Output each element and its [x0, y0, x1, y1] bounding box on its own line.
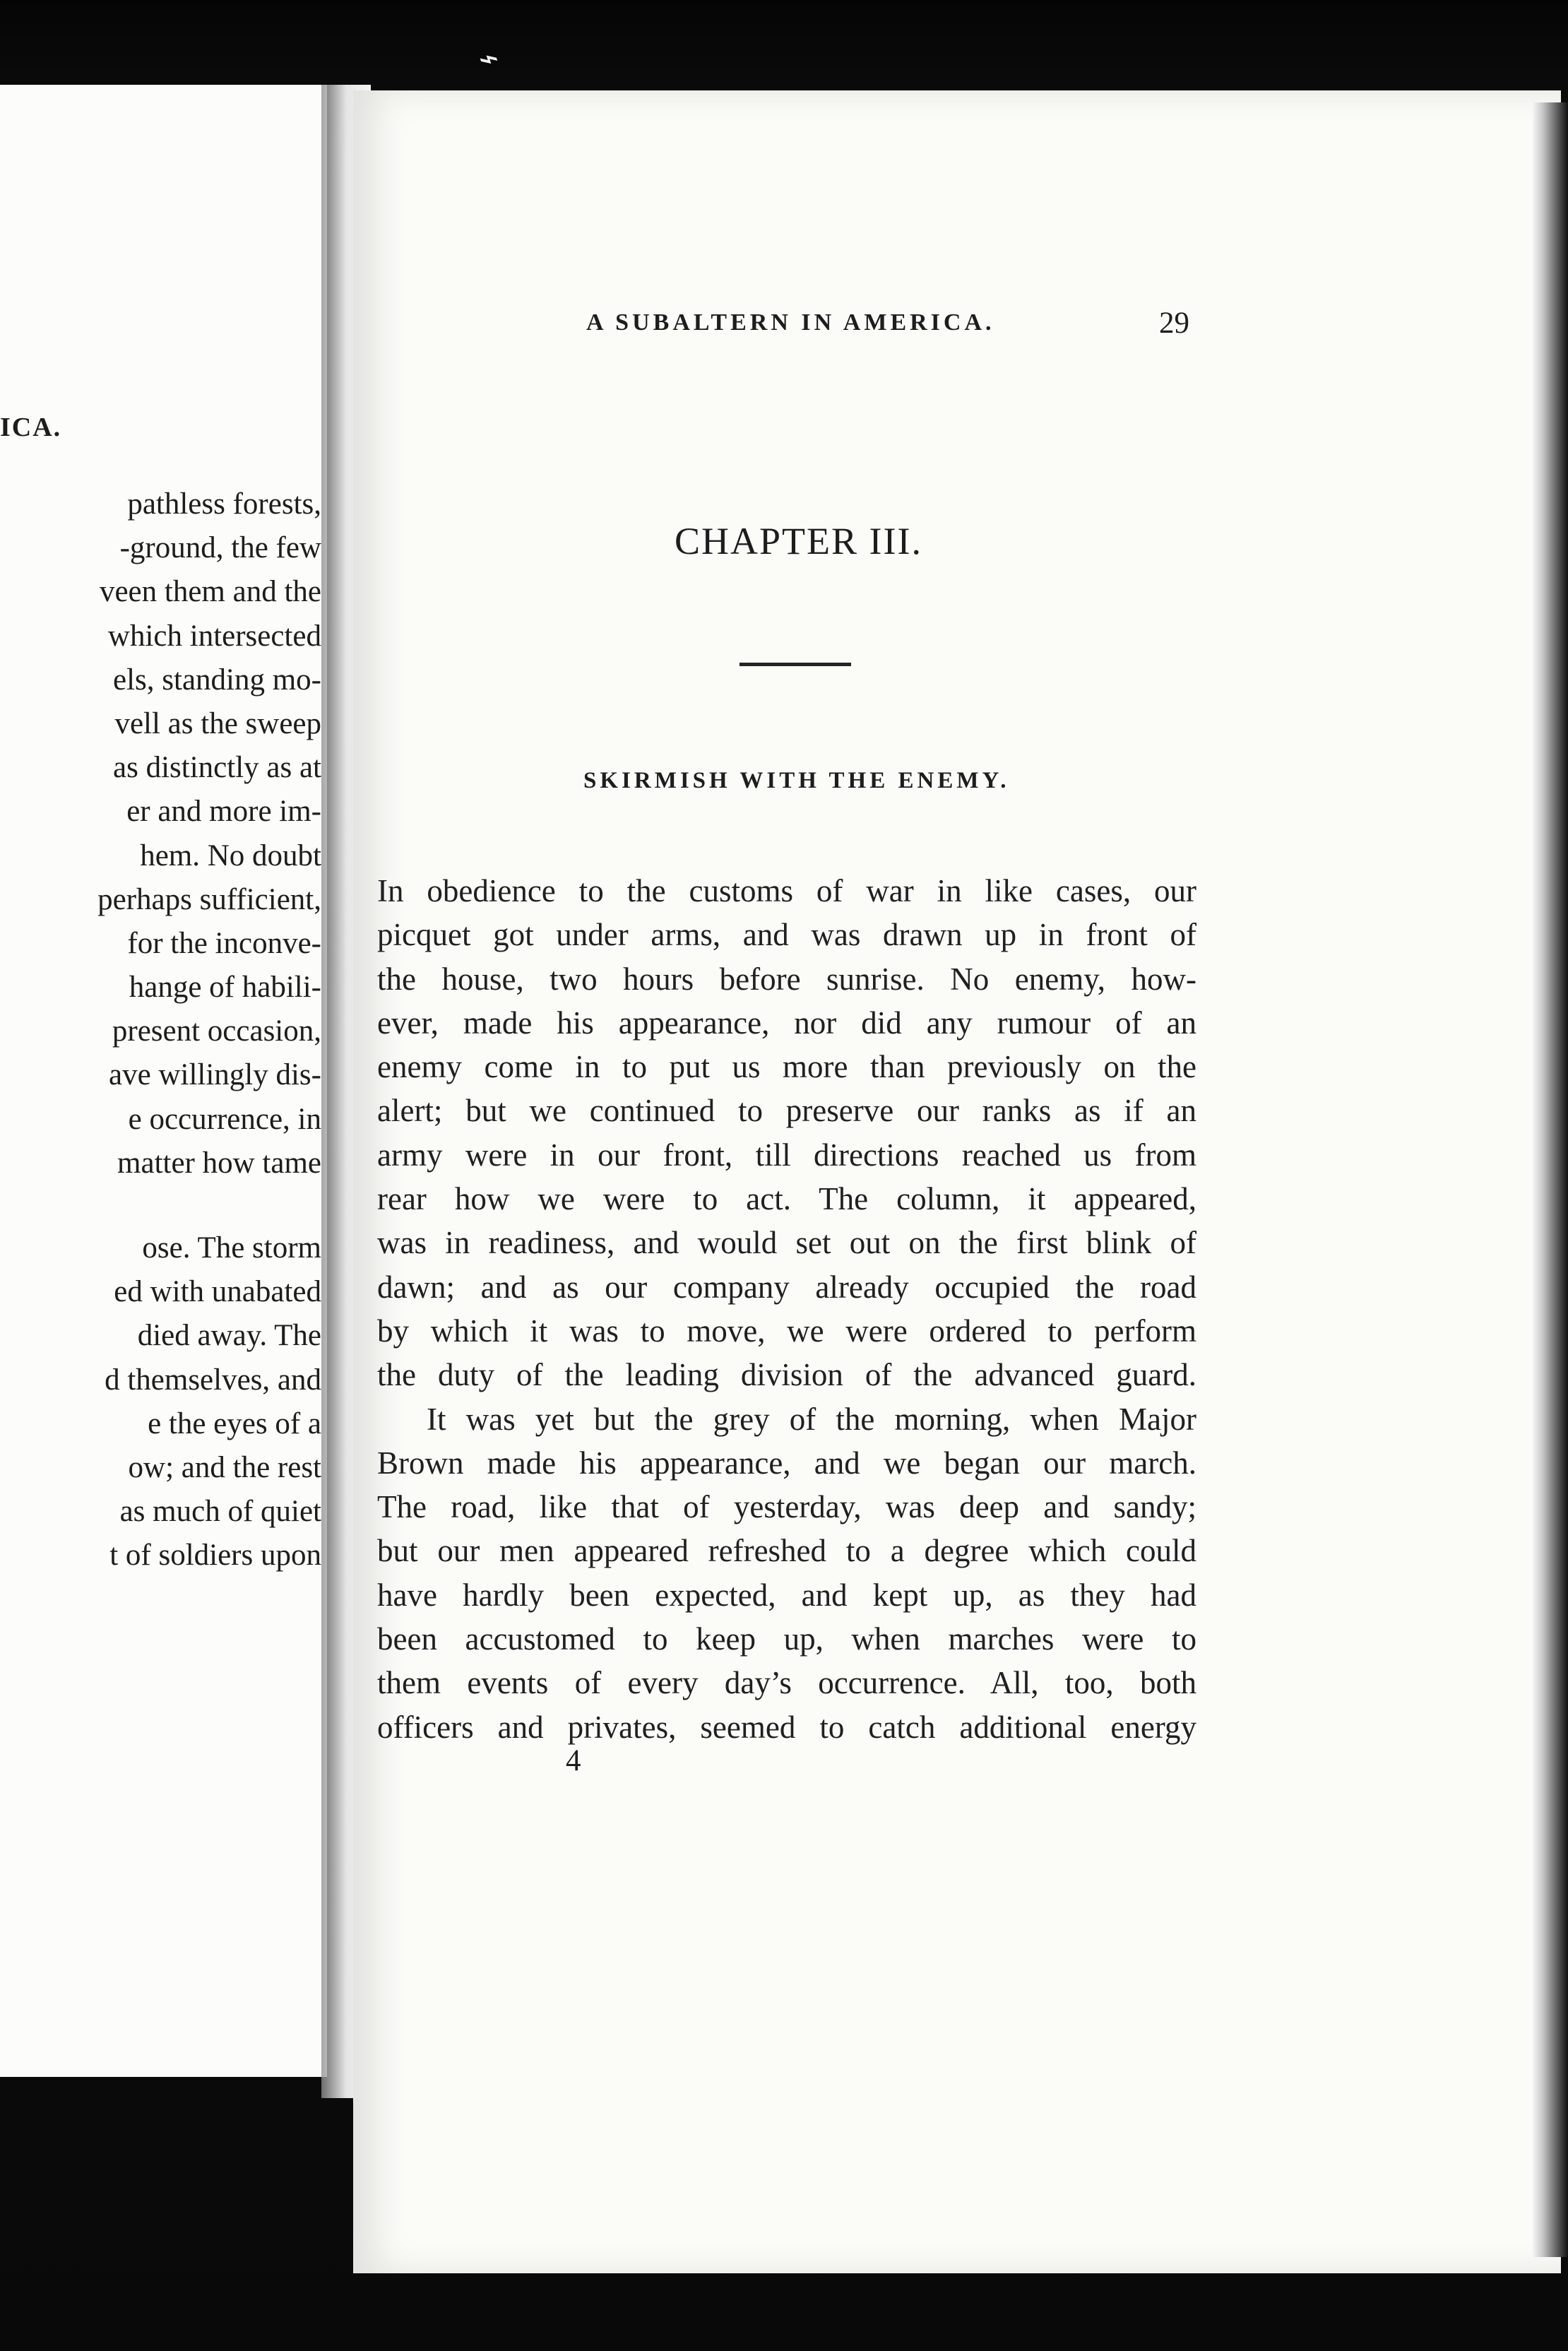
right-page-edge: [1533, 102, 1568, 2257]
left-line: pathless forests,: [127, 487, 321, 521]
left-line: els, standing mo-: [113, 663, 321, 697]
body-line: them events of every day’s occurrence. All, too, both: [377, 1665, 1196, 1701]
signature-mark: 4: [566, 1744, 581, 1777]
left-line: ave willingly dis-: [109, 1058, 321, 1092]
left-line: ose. The storm: [142, 1231, 321, 1265]
body-line: rear how we were to act. The column, it appeared,: [377, 1181, 1196, 1217]
left-line: matter how tame: [117, 1146, 321, 1180]
body-line: Brown made his appearance, and we began our march.: [377, 1445, 1196, 1481]
left-line: er and more im-: [126, 795, 321, 829]
left-line: vell as the sweep: [114, 706, 321, 740]
body-line: In obedience to the customs of war in like cases, our: [377, 873, 1196, 908]
section-title: SKIRMISH WITH THE ENEMY.: [583, 768, 1010, 793]
left-line: ed with unabated: [114, 1275, 321, 1309]
body-line: picquet got under arms, and was drawn up in front of: [377, 917, 1196, 953]
body-line: The road, like that of yesterday, was deep and sandy;: [377, 1489, 1196, 1525]
body-line: It was yet but the grey of the morning, when Major: [427, 1401, 1196, 1437]
left-line: e the eyes of a: [148, 1407, 321, 1440]
left-line: as distinctly as at: [113, 751, 321, 785]
left-line: -ground, the few: [119, 531, 321, 565]
body-line: alert; but we continued to preserve our ranks as if an: [377, 1093, 1196, 1129]
left-line: e occurrence, in: [128, 1102, 321, 1136]
left-line: perhaps sufficient,: [97, 882, 321, 916]
left-page-text: [0, 482, 321, 1578]
chapter-rule: [740, 663, 851, 666]
body-line: dawn; and as our company already occupied the road: [377, 1269, 1196, 1305]
left-line: which intersected: [107, 619, 321, 653]
left-line: died away. The: [137, 1319, 321, 1353]
left-running-head: ICA.: [0, 413, 62, 442]
body-line: but our men appeared refreshed to a degree which could: [377, 1533, 1196, 1569]
left-line: hem. No doubt: [140, 839, 321, 872]
left-line: hange of habili-: [129, 971, 321, 1005]
running-head: A SUBALTERN IN AMERICA.: [586, 309, 995, 336]
body-line: the duty of the leading division of the advanced guard.: [377, 1357, 1196, 1393]
body-line: have hardly been expected, and kept up, as they had: [377, 1577, 1196, 1613]
left-line: ow; and the rest: [128, 1450, 321, 1484]
body-line: by which it was to move, we were ordered to perform: [377, 1313, 1196, 1349]
body-line: ever, made his appearance, nor did any rumour of an: [377, 1005, 1196, 1041]
left-page: [0, 85, 327, 2077]
body-line: the house, two hours before sunrise. No enemy, how-: [377, 961, 1196, 997]
left-line-gap: [0, 1185, 321, 1226]
left-line: d themselves, and: [105, 1363, 321, 1397]
left-line: veen them and the: [99, 575, 321, 609]
left-line: present occasion,: [112, 1014, 321, 1048]
left-line: for the inconve-: [127, 926, 321, 960]
page-number: 29: [1159, 307, 1189, 340]
chapter-title: CHAPTER III.: [675, 520, 922, 562]
scan-mark-icon: ⌁: [473, 37, 504, 80]
body-line: army were in our front, till directions reached us from: [377, 1137, 1196, 1173]
left-line: t of soldiers upon: [109, 1539, 321, 1573]
body-line: was in readiness, and would set out on the first blink of: [377, 1225, 1196, 1261]
body-line: been accustomed to keep up, when marches were to: [377, 1621, 1196, 1657]
body-line: officers and privates, seemed to catch additional energy: [377, 1709, 1196, 1745]
body-line: enemy come in to put us more than previously on the: [377, 1049, 1196, 1085]
left-line: as much of quiet: [119, 1495, 321, 1529]
main-text-block: [377, 869, 1196, 1749]
